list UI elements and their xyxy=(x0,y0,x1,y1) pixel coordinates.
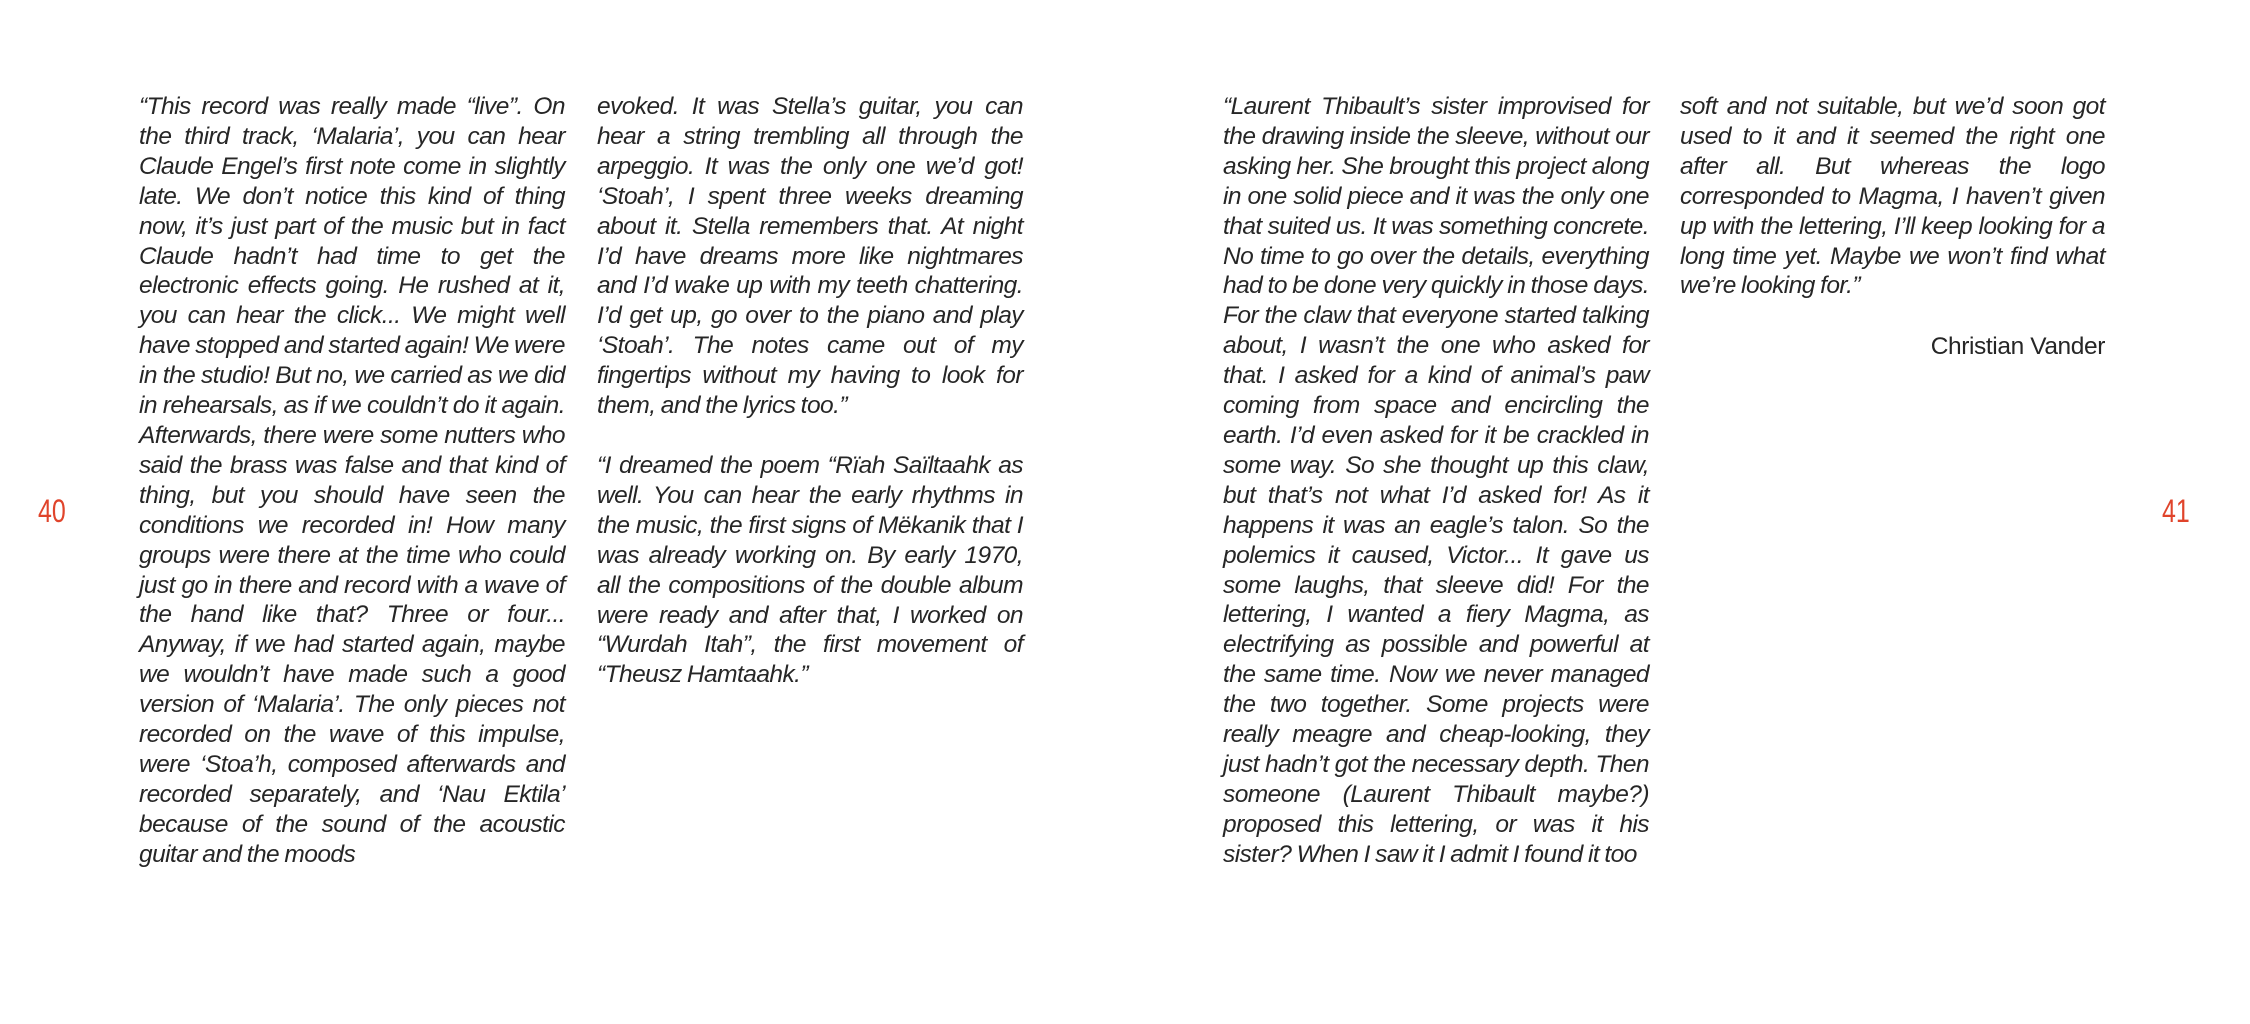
text-column-3 xyxy=(1223,92,1649,870)
page-number-left: 40 xyxy=(38,493,66,529)
paragraph: “I dreamed the poem “Rïah Saïltaahk as well. You can hear the early rhythms in the music, the first signs of Mëkanik that I was already working on. By early 1970, all the compositions of the double album were ready and after that, I worked on “Wurdah Itah”, the first movement of “Theusz Hamtaahk.” xyxy=(597,451,1023,689)
text-column-1 xyxy=(139,92,565,870)
paragraph: “This record was really made “live”. On the third track, ‘Malaria’, you can hear Claude Engel’s first note come in slightly late. We don’t notice this kind of thing now, it’s just part of the music but in fact Claude hadn’t had time to get the electronic effects going. He rushed at it, you can hear the click... We might well have stopped and started again! We were in the studio! But no, we carried as we did in rehearsals, as if we couldn’t do it again. Afterwards, there were some nutters who said the brass was false and that kind of thing, but you should have seen the conditions we recorded in! How many groups were there at the time who could just go in there and record with a wave of the hand like that? Three or four... Anyway, if we had started again, maybe we wouldn’t have made such a good version of ‘Malaria’. The only pieces not recorded on the wave of this impulse, were ‘Stoa’h, composed afterwards and recorded separately, and ‘Nau Ektila’ because of the sound of the acoustic guitar and the moods xyxy=(139,93,565,868)
paragraph: “Laurent Thibault’s sister improvised for the drawing inside the sleeve, without our asking her. She brought this project along in one solid piece and it was the only one that suited us. It was something concrete. No time to go over the details, everything had to be done very quickly in those days. For the claw that everyone started talking about, I wasn’t the one who asked for that. I asked for a kind of animal’s paw coming from space and encircling the earth. I’d even asked for it be crackled in some way. So she thought up this claw, but that’s not what I’d asked for! As it happens it was an eagle’s talon. So the polemics it caused, Victor... It gave us some laughs, that sleeve did! For the lettering, I wanted a fiery Magma, as electrifying as possible and powerful at the same time. Now we never managed the two together. Some projects were really meagre and cheap-looking, they just hadn’t got the necessary depth. Then someone (Laurent Thibault maybe?) proposed this lettering, or was it his sister? When I saw it I admit I found it too xyxy=(1223,93,1649,868)
text-column-4 xyxy=(1680,92,2105,301)
paragraph: soft and not suitable, but we’d soon got used to it and it seemed the right one after all. But whereas the logo corresponded to Magma, I haven’t given up with the lettering, I’ll keep looking for a long time yet. Maybe we won’t find what we’re looking for.” xyxy=(1680,93,2105,300)
text-column-2 xyxy=(597,92,1023,690)
paragraph: evoked. It was Stella’s guitar, you can hear a string trembling all through the arpeggio. It was the only one we’d got! ‘Stoah’, I spent three weeks dreaming about it. Stella remembers that. At night I’d have dreams more like nightmares and I’d wake up with my teeth chattering. I’d get up, go over to the piano and play ‘Stoah’. The notes came out of my fingertips without my having to look for them, and the lyrics too.” xyxy=(597,93,1023,420)
page-number-right: 41 xyxy=(2162,493,2190,529)
author-signature: Christian Vander xyxy=(1930,333,2105,360)
